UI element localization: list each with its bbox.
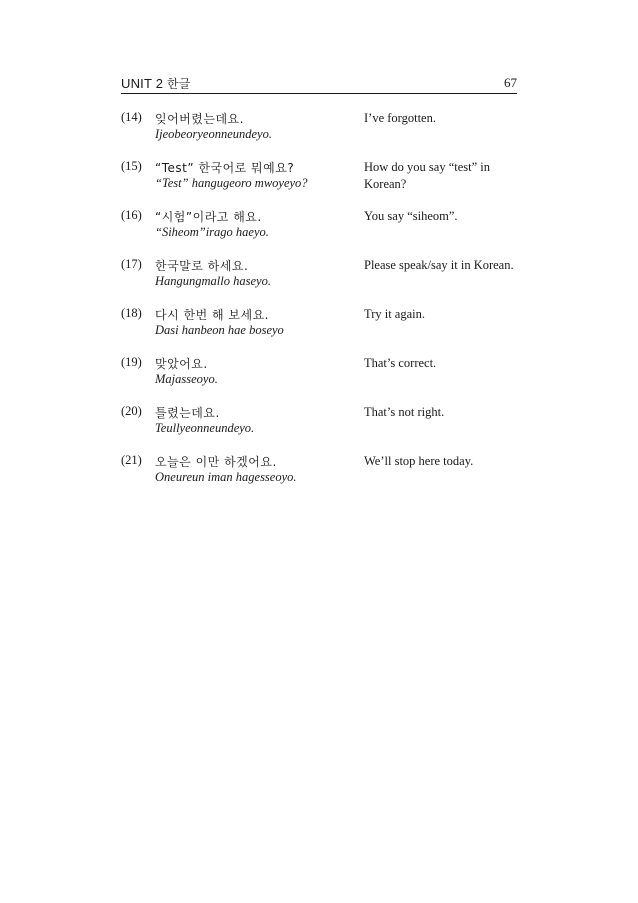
romanization: Ijeobeoryeonneundeyo. (155, 127, 272, 141)
english-translation: Please speak/say it in Korean. (364, 258, 514, 272)
korean-text: 오늘은 이만 하겠어요. (155, 455, 277, 469)
page-number: 67 (504, 75, 517, 90)
romanization: Oneureun iman hagesseoyo. (155, 470, 297, 484)
entry-number: (17) (121, 257, 142, 271)
romanization: “Siheom”irago haeyo. (155, 225, 269, 239)
phrase-entry-14 (121, 110, 521, 159)
korean-text: 틀렸는데요. (155, 406, 220, 420)
english-translation: Try it again. (364, 307, 425, 321)
phrase-entry-16 (121, 208, 521, 257)
entry-number: (16) (121, 208, 142, 222)
phrase-entry-20 (121, 404, 521, 453)
romanization: “Test” hangugeoro mwoyeyo? (155, 176, 308, 190)
phrase-entry-18 (121, 306, 521, 355)
running-header (121, 73, 517, 94)
korean-text: “Test” 한국어로 뭐예요? (155, 161, 295, 175)
english-translation: You say “siheom”. (364, 209, 458, 223)
unit-hangul: 한글 (166, 77, 191, 91)
entry-number: (20) (121, 404, 142, 418)
romanization: Majasseoyo. (155, 372, 218, 386)
korean-text: 맞았어요. (155, 357, 208, 371)
entry-number: (21) (121, 453, 142, 467)
english-translation: That’s correct. (364, 356, 437, 370)
korean-text: 잊어버렸는데요. (155, 112, 244, 126)
english-translation: We’ll stop here today. (364, 454, 474, 468)
entry-number: (19) (121, 355, 142, 369)
korean-text: 한국말로 하세요. (155, 259, 249, 273)
korean-text: “시험”이라고 해요. (155, 210, 262, 224)
entry-number: (14) (121, 110, 142, 124)
english-translation: How do you say “test” in Korean? (364, 160, 491, 191)
phrase-entry-17 (121, 257, 521, 306)
phrase-entry-19 (121, 355, 521, 404)
korean-text: 다시 한번 해 보세요. (155, 308, 269, 322)
romanization: Teullyeonneundeyo. (155, 421, 255, 435)
english-translation: I’ve forgotten. (364, 111, 436, 125)
unit-title (121, 75, 191, 92)
phrase-list (121, 110, 521, 502)
entry-number: (18) (121, 306, 142, 320)
phrase-entry-15 (121, 159, 521, 208)
romanization: Hangungmallo haseyo. (155, 274, 271, 288)
phrase-entry-21 (121, 453, 521, 502)
entry-number: (15) (121, 159, 142, 173)
unit-label: UNIT 2 (121, 76, 164, 91)
romanization: Dasi hanbeon hae boseyo (155, 323, 284, 337)
english-translation: That’s not right. (364, 405, 445, 419)
